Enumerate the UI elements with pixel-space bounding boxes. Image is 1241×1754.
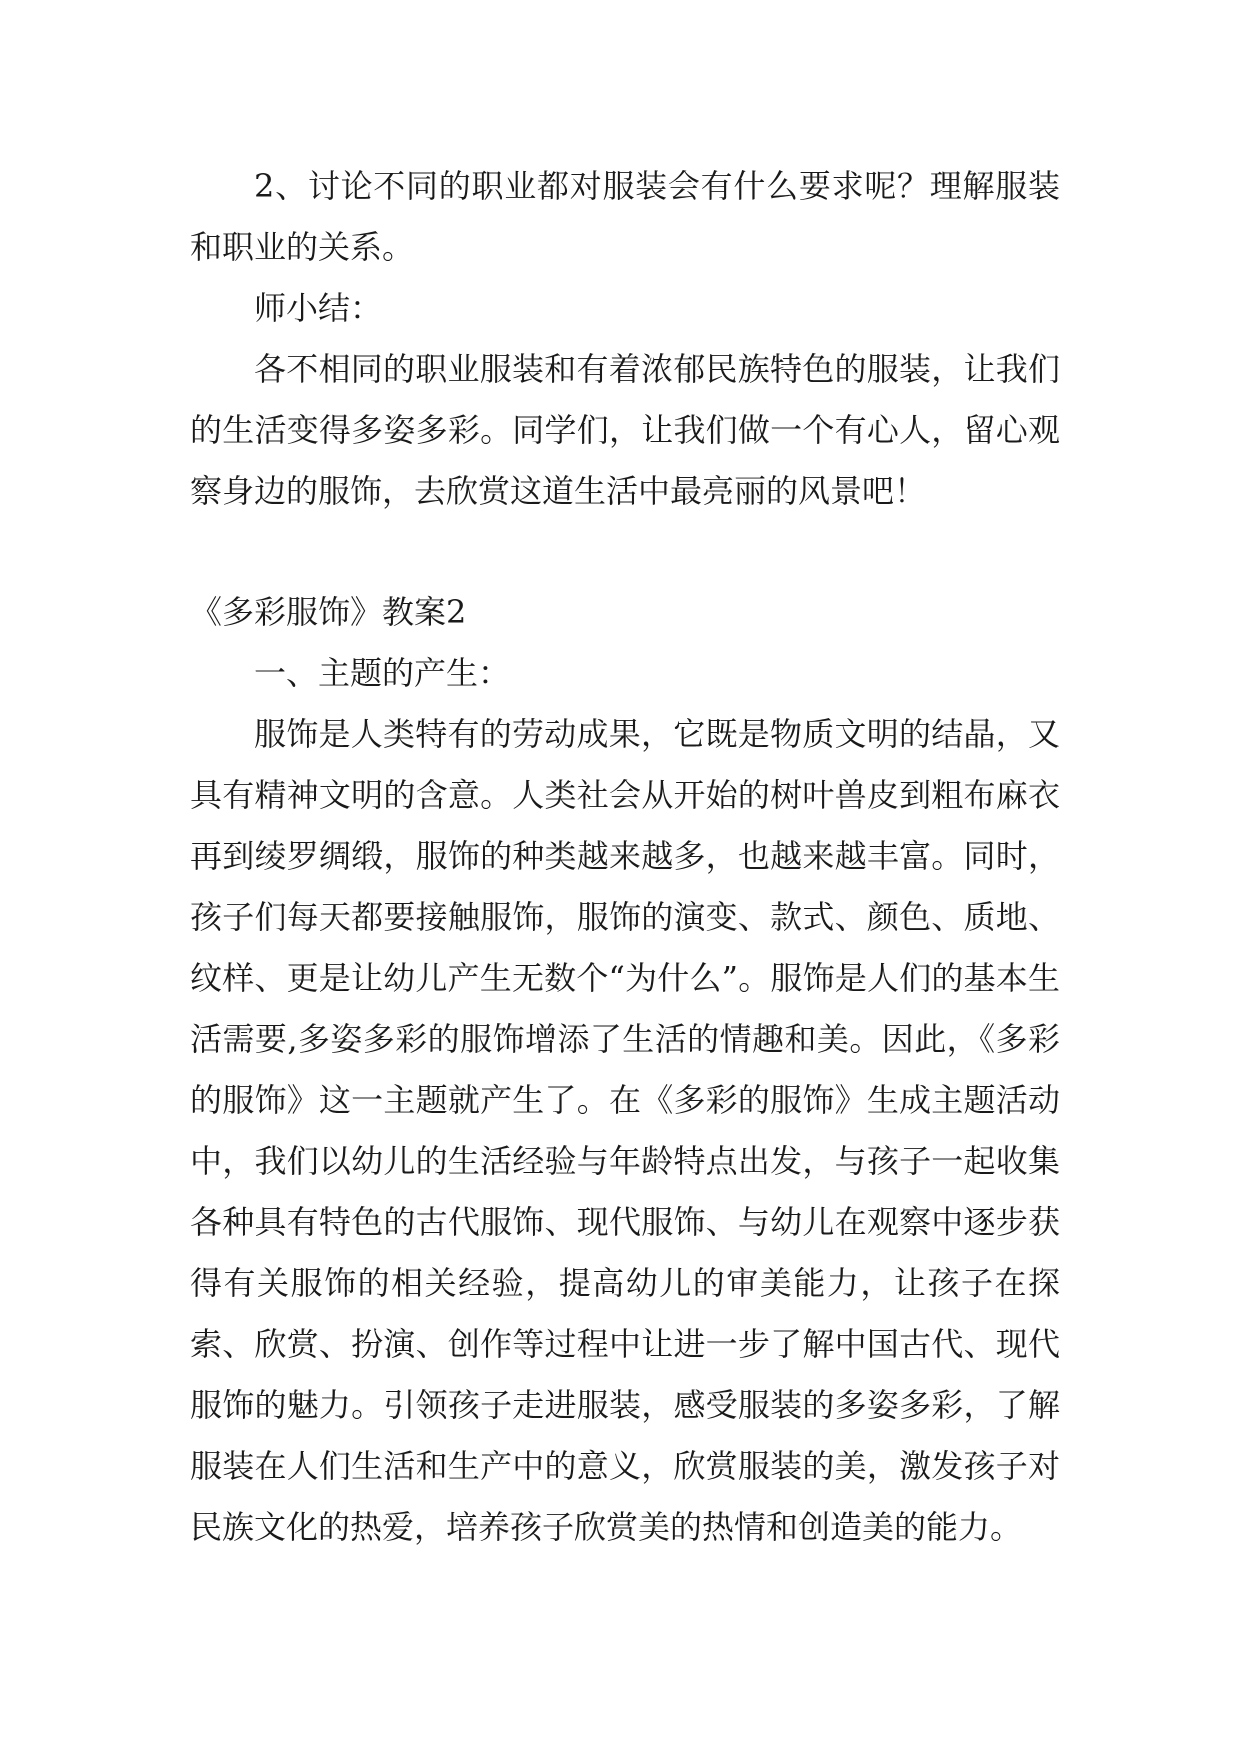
- document-body: [190, 156, 1060, 1558]
- lesson-plan-title: 《多彩服饰》教案2: [190, 593, 467, 631]
- teacher-summary-label: 师小结：: [254, 289, 383, 327]
- section-spacer: [190, 522, 1060, 582]
- section-heading: 一、主题的产生：: [254, 654, 511, 692]
- discussion-paragraph: 2、讨论不同的职业都对服装会有什么要求呢？理解服装和职业的关系。: [190, 167, 1060, 266]
- theme-origin-paragraph: 服饰是人类特有的劳动成果，它既是物质文明的结晶，又具有精神文明的含意。人类社会从开始的树叶兽皮到粗布麻衣再到绫罗绸缎，服饰的种类越来越多，也越来越丰富。同时，孩子们每天都要接触服饰，服饰的演变、款式、颜色、质地、纹样、更是让幼儿产生无数个“为什么”。服饰是人们的基本生活需要,多姿多彩的服饰增添了生活的情趣和美。因此，《多彩的服饰》这一主题就产生了。在《多彩的服饰》生成主题活动中，我们以幼儿的生活经验与年龄特点出发，与孩子一起收集各种具有特色的古代服饰、现代服饰、与幼儿在观察中逐步获得有关服饰的相关经验，提高幼儿的审美能力，让孩子在探索、欣赏、扮演、创作等过程中让进一步了解中国古代、现代服饰的魅力。引领孩子走进服装，感受服装的多姿多彩，了解服装在人们生活和生产中的意义，欣赏服装的美，激发孩子对民族文化的热爱，培养孩子欣赏美的热情和创造美的能力。: [190, 715, 1060, 1546]
- summary-paragraph: 各不相同的职业服装和有着浓郁民族特色的服装，让我们的生活变得多姿多彩。同学们，让我们做一个有心人，留心观察身边的服饰，去欣赏这道生活中最亮丽的风景吧！: [190, 350, 1060, 510]
